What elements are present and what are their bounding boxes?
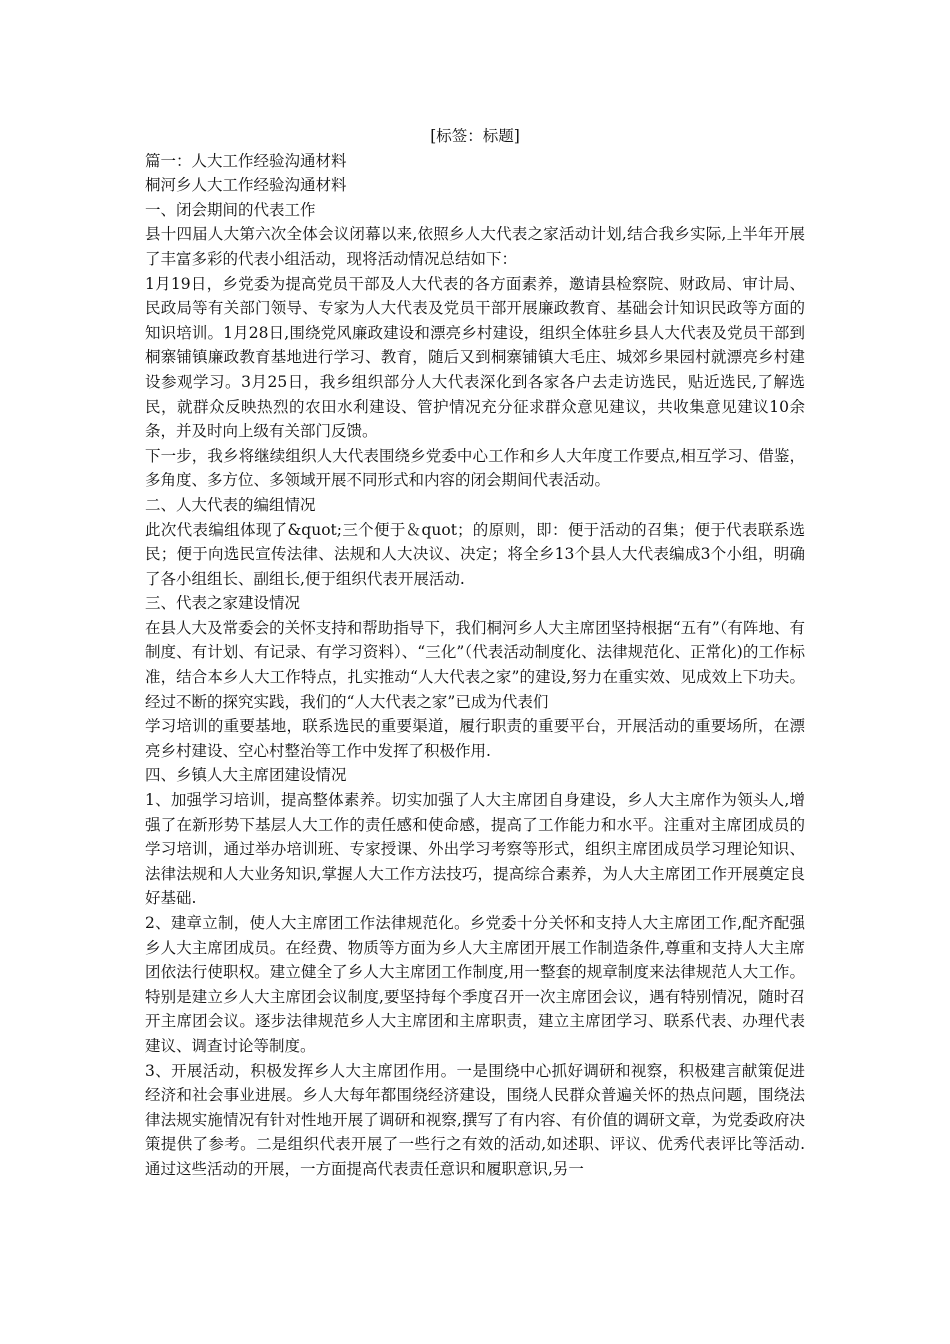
section-heading-1: 一、闭会期间的代表工作 [145, 200, 316, 219]
body-paragraph: 学习培训的重要基地，联系选民的重要渠道，履行职责的重要平台，开展活动的重要场所，在漂亮乡村建设、空心村整治等工作中发挥了积极作用. [145, 717, 805, 760]
body-paragraph: 2、建章立制，使人大主席团工作法律规范化。乡党委十分关怀和支持人大主席团工作,配齐配强乡人大主席团成员。在经费、物质等方面为乡人大主席团开展工作制造条件,尊重和支持人大主席团依法行使职权。建立健全了乡人大主席团工作制度,用一整套的规章制度来法律规范人大工作。特别是建立乡人大主席团会议制度,要坚持每个季度召开一次主席团会议，遇有特别情况，随时召开主席团会议。逐步法律规范乡人大主席团和主席职责，建立主席团学习、联系代表、办理代表建议、调查讨论等制度。 [145, 914, 805, 1055]
section-heading-2: 二、人大代表的编组情况 [145, 495, 316, 514]
body-paragraph: 1月19日，乡党委为提高党员干部及人大代表的各方面素养，邀请县检察院、财政局、审计局、民政局等有关部门领导、专家为人大代表及党员干部开展廉政教育、基础会计知识民政等方面的知识培训。1月28日,围绕党风廉政建设和漂亮乡村建设，组织全体驻乡县人大代表及党员干部到桐寨铺镇廉政教育基地进行学习、教育，随后又到桐寨铺镇大毛庄、城郊乡果园村就漂亮乡村建设参观学习。3月25日，我乡组织部分人大代表深化到各家各户去走访选民，贴近选民,了解选民，就群众反映热烈的农田水利建设、管护情况充分征求群众意见建议，共收集意见建议10余条，并及时向上级有关部门反馈。 [145, 274, 805, 441]
tag-line: [标签：标题] [430, 127, 520, 145]
article-subtitle: 桐河乡人大工作经验沟通材料 [145, 176, 347, 195]
body-paragraph: 3、开展活动，积极发挥乡人大主席团作用。一是围绕中心抓好调研和视察，积极建言献策促进经济和社会事业进展。乡人大每年都围绕经济建设，围绕人民群众普遍关怀的热点问题，围绕法律法规实施情况有针对性地开展了调研和视察,撰写了有内容、有价值的调研文章，为党委政府决策提供了参考。二是组织代表开展了一些行之有效的活动,如述职、评议、优秀代表评比等活动.通过这些活动的开展，一方面提高代表责任意识和履职意识,另一 [145, 1061, 805, 1178]
document-page [145, 124, 805, 1182]
article-title: 篇一：人大工作经验沟通材料 [145, 151, 347, 170]
body-paragraph: 在县人大及常委会的关怀支持和帮助指导下，我们桐河乡人大主席团坚持根据“五有”（有阵地、有制度、有计划、有记录、有学习资料）、“三化”（代表活动制度化、法律规范化、正常化)的工作标准，结合本乡人大工作特点，扎实推动“人大代表之家”的建设,努力在重实效、见成效上下功夫。经过不断的探究实践，我们的“人大代表之家”已成为代表们 [145, 618, 805, 711]
body-paragraph: 县十四届人大第六次全体会议闭幕以来,依照乡人大代表之家活动计划,结合我乡实际,上半年开展了丰富多彩的代表小组活动，现将活动情况总结如下： [145, 225, 805, 268]
body-paragraph: 此次代表编组体现了&quot;三个便于＆quot；的原则，即：便于活动的召集；便于代表联系选民；便于向选民宣传法律、法规和人大决议、决定；将全乡13个县人大代表编成3个小组，明确了各小组组长、副组长,便于组织代表开展活动. [145, 520, 805, 588]
section-heading-3: 三、代表之家建设情况 [145, 594, 301, 613]
body-paragraph: 下一步，我乡将继续组织人大代表围绕乡党委中心工作和乡人大年度工作要点,相互学习、借鉴，多角度、多方位、多领域开展不同形式和内容的闭会期间代表活动。 [145, 446, 805, 490]
section-heading-4: 四、乡镇人大主席团建设情况 [145, 766, 347, 785]
body-paragraph: 1、加强学习培训，提高整体素养。切实加强了人大主席团自身建设，乡人大主席作为领头人,增强了在新形势下基层人大工作的责任感和使命感，提高了工作能力和水平。注重对主席团成员的学习培训，通过举办培训班、专家授课、外出学习考察等形式，组织主席团成员学习理论知识、法律法规和人大业务知识,掌握人大工作方法技巧，提高综合素养，为人大主席团工作开展奠定良好基础. [145, 791, 805, 908]
